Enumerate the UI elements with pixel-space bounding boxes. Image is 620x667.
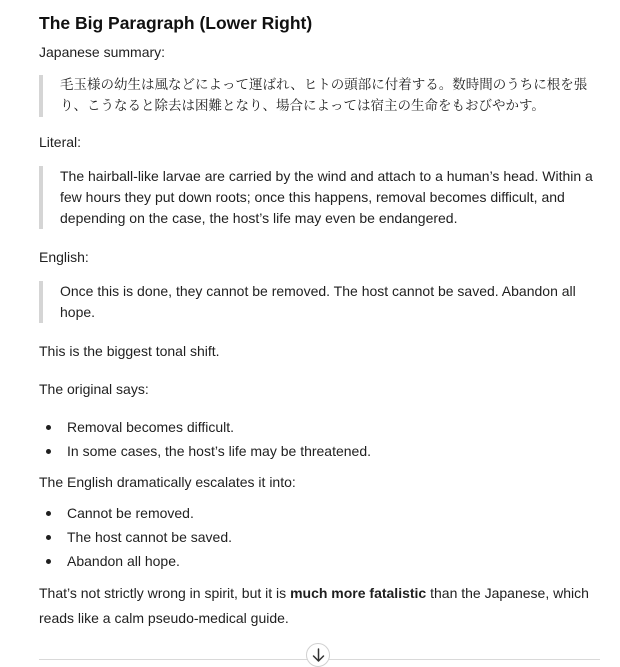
japanese-summary-quote: [39, 75, 599, 117]
original-says-text: The original says:: [39, 381, 149, 397]
chat-message: [39, 0, 599, 631]
list-item: Abandon all hope.: [39, 549, 599, 573]
list-item: In some cases, the host’s life may be threatened.: [39, 439, 599, 463]
english-quote: [39, 281, 599, 323]
conclusion-paragraph: [39, 581, 599, 631]
japanese-summary-text: 毛玉様の幼生は風などによって運ばれ、ヒトの頭部に付着する。数時間のうちに根を張り、こうなると除去は困難となり、場合によっては宿主の生命をもおびやかす。: [60, 77, 588, 114]
escalated-points-list: [39, 501, 599, 573]
conclusion-post: than the Japanese, which reads like a calm pseudo-medical guide.: [39, 585, 589, 626]
literal-quote: [39, 166, 599, 229]
conclusion-bold: much more fatalistic: [290, 585, 427, 601]
list-item: The host cannot be saved.: [39, 525, 599, 549]
list-item: Cannot be removed.: [39, 501, 599, 525]
arrow-down-icon: [312, 648, 325, 663]
scroll-to-bottom-button[interactable]: [306, 643, 330, 667]
english-label: English:: [39, 249, 89, 265]
english-text: Once this is done, they cannot be removed. The host cannot be saved. Abandon all hope.: [60, 283, 576, 320]
tonal-shift-text: This is the biggest tonal shift.: [39, 343, 220, 359]
literal-text: The hairball-like larvae are carried by the wind and attach to a human’s head. Within a few hours they put down roots; once this happens, removal becomes difficult, and depending on the case, the host’s life may even be endangered.: [60, 168, 593, 226]
original-points-list: [39, 415, 599, 463]
conclusion-pre: That’s not strictly wrong in spirit, but it is: [39, 585, 291, 601]
literal-label: Literal:: [39, 134, 82, 150]
escalates-intro-text: The English dramatically escalates it into:: [39, 474, 296, 490]
list-item: Removal becomes difficult.: [39, 415, 599, 439]
section-heading: The Big Paragraph (Lower Right): [39, 13, 313, 33]
japanese-summary-label: Japanese summary:: [39, 44, 166, 60]
